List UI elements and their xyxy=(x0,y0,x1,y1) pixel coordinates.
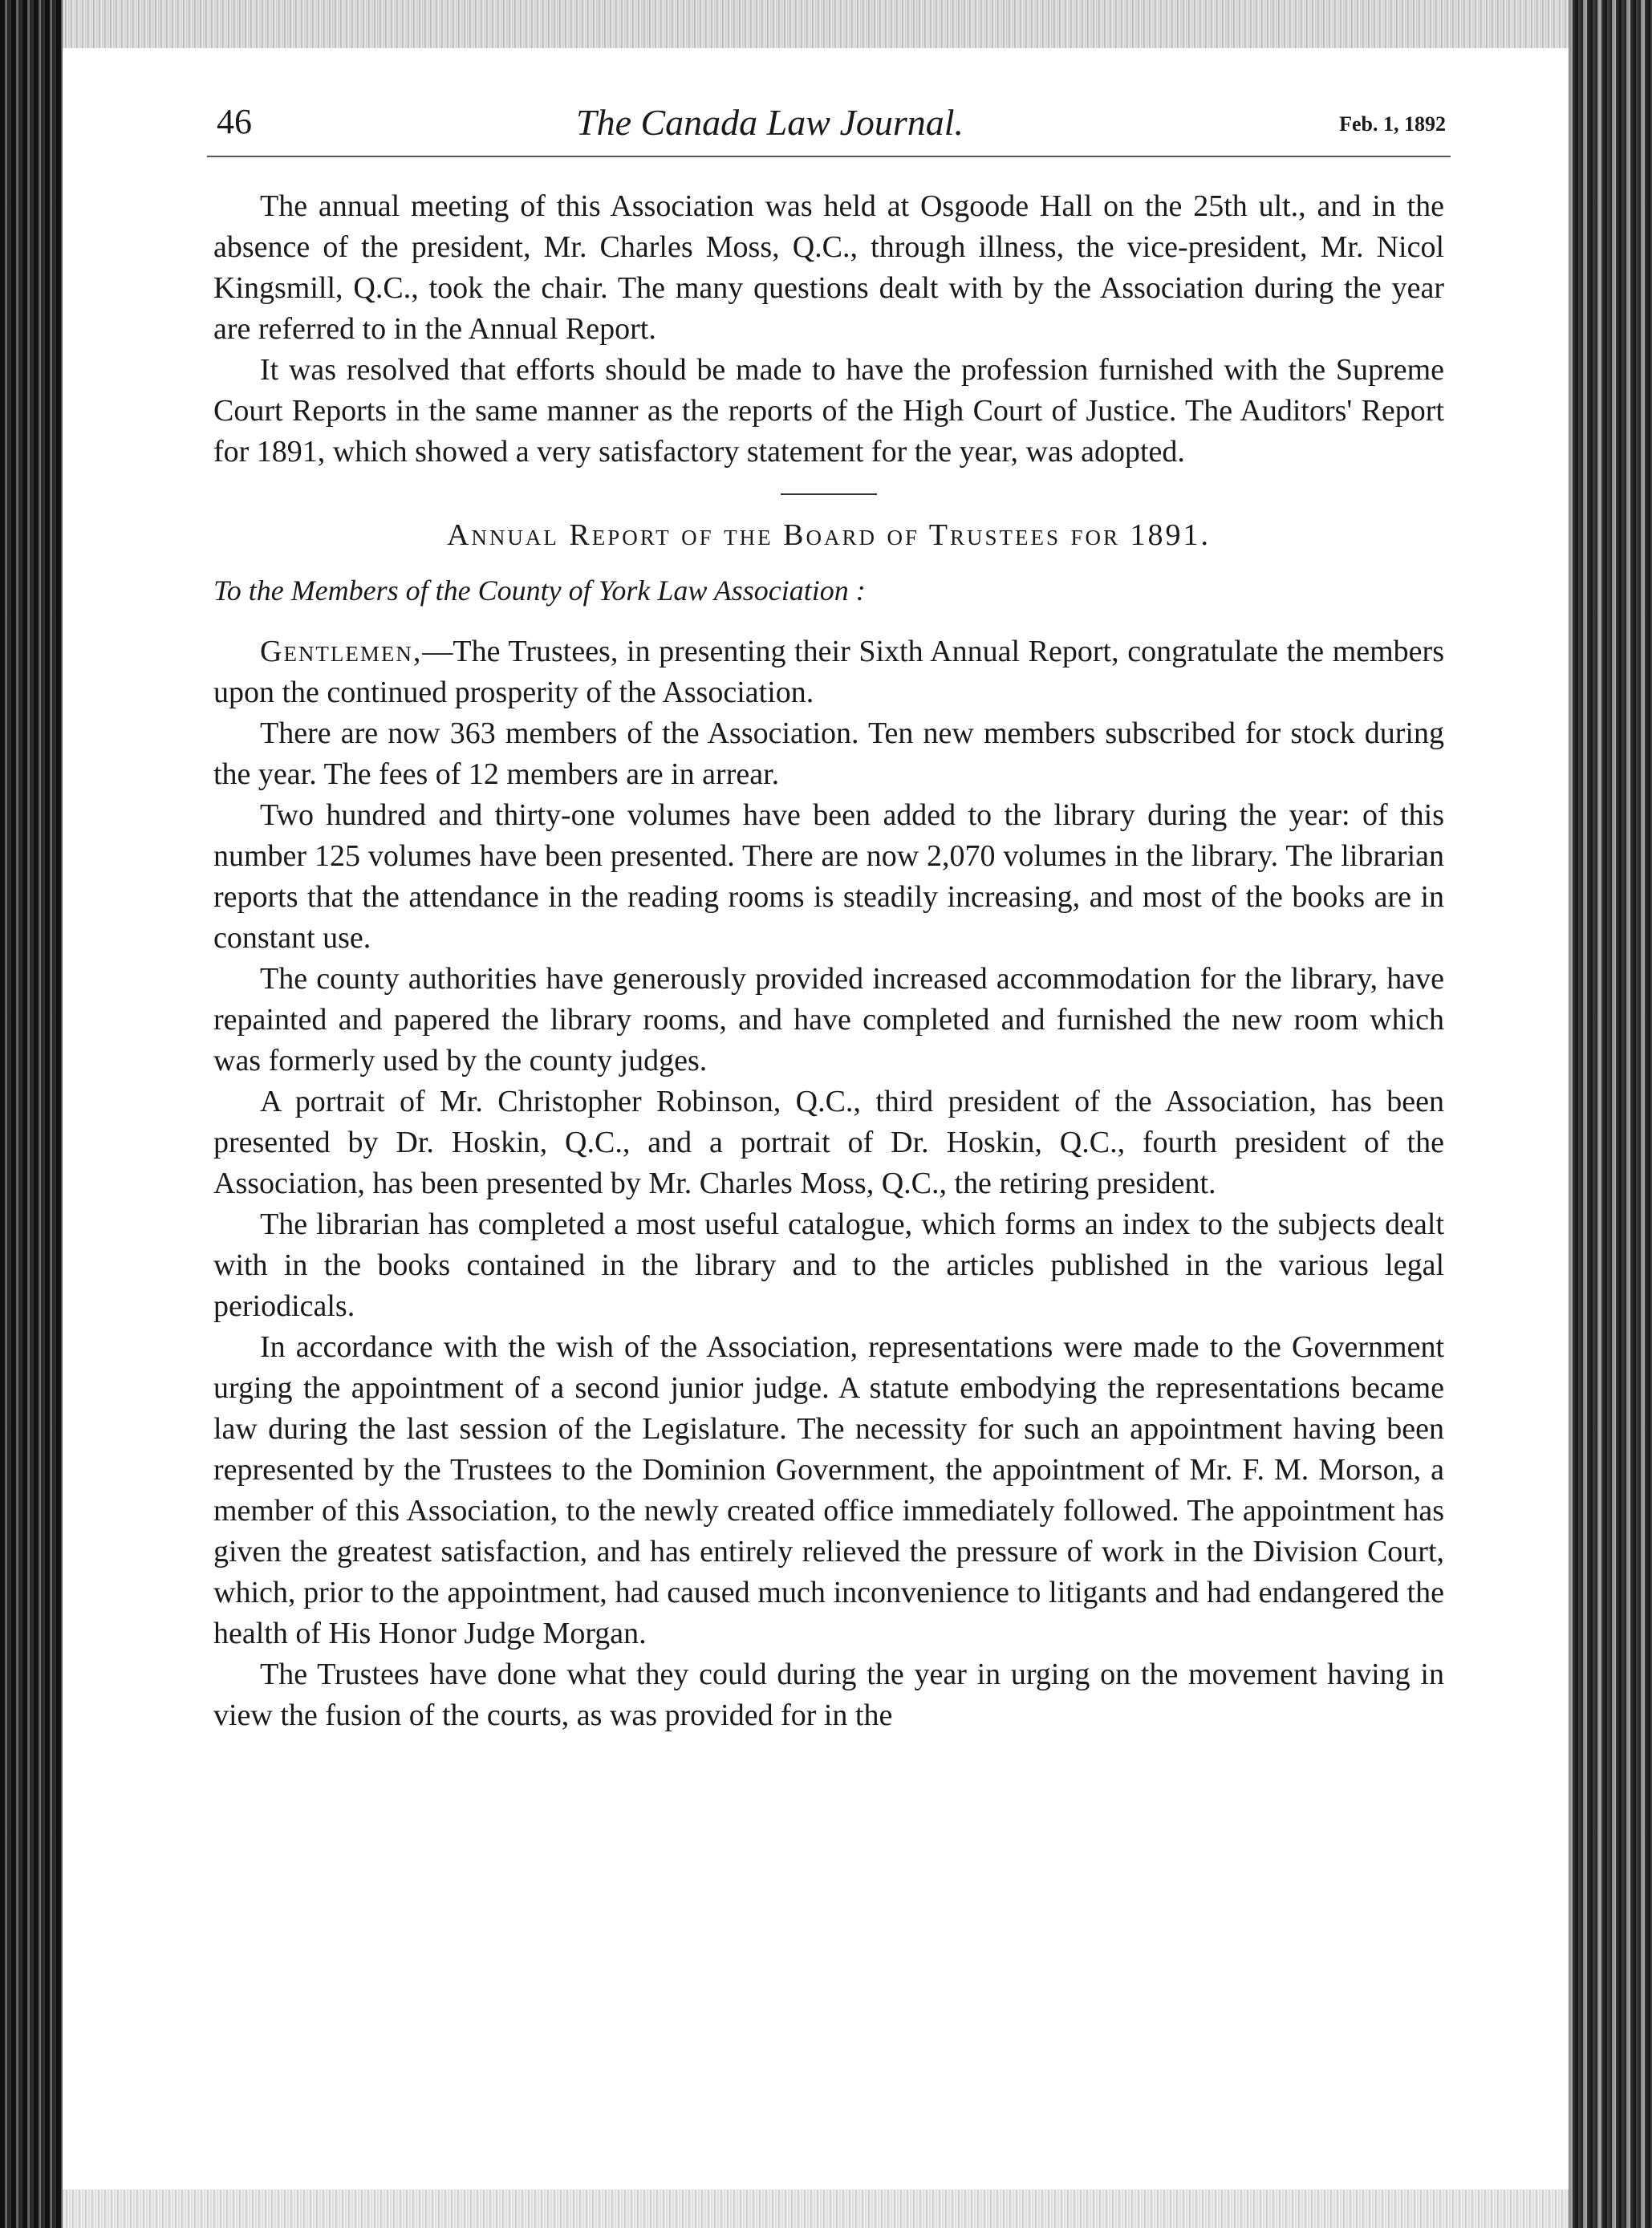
journal-title: The Canada Law Journal. xyxy=(576,102,964,143)
report-paragraph: Two hundred and thirty-one volumes have been added to the library during the year: of this number 125 volumes have been presented. There are now 2,070 volumes in the library. The librarian reports that the attendance in the reading rooms is steadily increasing, and most of the books are in constant use. xyxy=(213,798,1444,955)
scan-binding-edge xyxy=(0,0,63,2228)
intro-paragraph: It was resolved that efforts should be made to have the profession furnished with the Supreme Court Reports in the same manner as the reports of the High Court of Justice. The Auditors' Report for 1891, which showed a very satisfactory statement for the year, was adopted. xyxy=(213,353,1444,469)
report-salutation: To the Members of the County of York Law Association : xyxy=(213,574,866,607)
report-heading: Annual Report of the Board of Trustees for 1891. xyxy=(446,518,1212,552)
report-paragraph: There are now 363 members of the Association. Ten new members subscribed for stock during the year. The fees of 12 members are in arrear. xyxy=(213,716,1444,791)
report-paragraph: The librarian has completed a most useful catalogue, which forms an index to the subjects dealt with in the books contained in the library and to the articles published in the various legal periodicals. xyxy=(213,1207,1444,1323)
scan-bottom-edge xyxy=(63,2189,1569,2228)
scan-right-edge xyxy=(1569,0,1652,2228)
report-paragraph-text: —The Trustees, in presenting their Sixth Annual Report, congratulate the members upon the continued prosperity of the Association. xyxy=(213,635,1444,709)
report-paragraph: The Trustees have done what they could during the year in urging on the movement having in view the fusion of the courts, as was provided for in the xyxy=(213,1658,1444,1732)
running-head xyxy=(207,95,1451,157)
report-paragraph: The county authorities have generously provided increased accommodation for the library, have repainted and papered the library rooms, and have completed and furnished the new room which was formerly used by the county judges. xyxy=(213,962,1444,1077)
intro-section xyxy=(207,186,1451,473)
section-divider xyxy=(781,493,877,495)
issue-date: Feb. 1, 1892 xyxy=(1339,112,1446,136)
opening-word: Gentlemen, xyxy=(260,635,423,668)
journal-page xyxy=(207,95,1451,1736)
report-paragraph xyxy=(213,631,1444,713)
page-number: 46 xyxy=(217,102,252,141)
scan-top-edge xyxy=(63,0,1569,48)
intro-paragraph: The annual meeting of this Association was held at Osgoode Hall on the 25th ult., and in the absence of the president, Mr. Charles Moss, Q.C., through illness, the vice-president, Mr. Nicol Kingsmill, Q.C., took the chair. The many questions dealt with by the Association during the year are referred to in the Annual Report. xyxy=(213,189,1444,346)
report-paragraph: In accordance with the wish of the Association, representations were made to the Government urging the appointment of a second junior judge. A statute embodying the representations became law during the last session of the Legislature. The necessity for such an appointment having been represented by the Trustees to the Dominion Government, the appointment of Mr. F. M. Morson, a member of this Association, to the newly created office immediately followed. The appointment has given the greatest satisfaction, and has entirely relieved the pressure of work in the Division Court, which, prior to the appointment, had caused much inconvenience to litigants and had endangered the health of His Honor Judge Morgan. xyxy=(213,1330,1444,1650)
report-body xyxy=(207,631,1451,1736)
report-paragraph: A portrait of Mr. Christopher Robinson, Q.C., third president of the Association, has been presented by Dr. Hoskin, Q.C., and a portrait of Dr. Hoskin, Q.C., fourth president of the Association, has been presented by Mr. Charles Moss, Q.C., the retiring president. xyxy=(213,1085,1444,1200)
